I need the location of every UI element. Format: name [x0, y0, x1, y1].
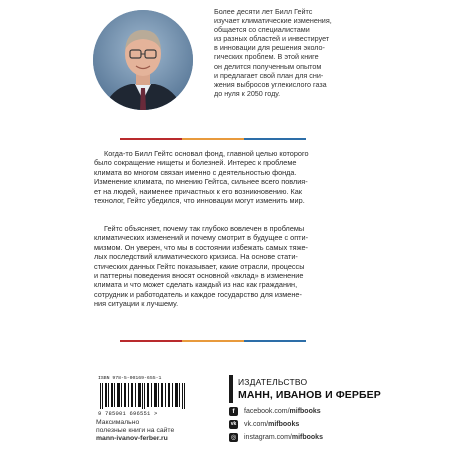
- author-photo: [93, 10, 193, 110]
- publisher-logo-bracket-icon: [229, 375, 233, 403]
- slogan-line-2: полезные книги на сайте: [96, 427, 175, 434]
- portrait-illustration: [93, 10, 193, 110]
- social-link-facebook[interactable]: [229, 407, 429, 419]
- stripe-orange: [182, 340, 244, 342]
- social-handle: mifbooks: [291, 434, 323, 441]
- bio-line: Более десяти лет Билл Гейтс: [214, 7, 313, 16]
- para-line: Когда-то Билл Гейтс основал фонд, главной целью которого: [104, 149, 309, 158]
- bio-line: в инновации для решения эколо-: [214, 43, 325, 53]
- description-paragraph-1: [94, 149, 366, 205]
- social-handle: mifbooks: [268, 421, 300, 428]
- para-line: было сокращение нищеты и болезней. Интерес к проблеме: [94, 158, 297, 168]
- isbn-label: ISBN 978-5-00169-655-1: [98, 376, 162, 381]
- social-handle: mifbooks: [289, 408, 321, 415]
- barcode-icon: [98, 383, 190, 409]
- stripe-blue: [244, 138, 306, 140]
- bio-line: до нуля к 2050 году.: [214, 88, 281, 98]
- publisher-label: ИЗДАТЕЛЬСТВО: [238, 377, 308, 387]
- stripe-blue: [244, 340, 306, 342]
- stripe-orange: [182, 138, 244, 140]
- para-line: стических данных Гейтс показывает, какие отрасли, процессы: [94, 261, 305, 271]
- bio-line: из разных областей и инвестирует: [214, 34, 330, 44]
- social-link-vk[interactable]: [229, 420, 429, 432]
- para-line: климата и что может сделать каждый из нас как гражданин,: [94, 280, 298, 290]
- color-stripe-divider: [120, 138, 306, 140]
- bio-line: изучает климатические изменения,: [214, 16, 332, 26]
- stripe-red: [120, 138, 182, 140]
- bio-line: общается со специалистами: [214, 25, 310, 35]
- para-line: сотрудник и работодатель и каждое государство для измене-: [94, 289, 302, 299]
- social-prefix: facebook.com/: [244, 408, 290, 415]
- publisher-name: МАНН, ИВАНОВ И ФЕРБЕР: [238, 389, 381, 401]
- para-line: технолог, Гейтс убедился, что инновации могут изменить мир.: [94, 196, 305, 206]
- para-line: и паттерны поведения вносят основной «вклад» в изменение: [94, 271, 304, 281]
- para-line: ет на людей, наименее причастных к его возникновению. Как: [94, 186, 302, 196]
- bio-line: жения выбросов углекислого газа: [214, 79, 327, 89]
- social-link-instagram[interactable]: [229, 433, 429, 445]
- barcode-number: 9 785001 696551 >: [98, 410, 158, 417]
- facebook-icon: f: [229, 407, 238, 416]
- para-line: мизмом. Он уверен, что мы в состоянии избежать самых тяже-: [94, 242, 308, 252]
- stripe-red: [120, 340, 182, 342]
- bio-line: гических проблем. В этой книге: [214, 52, 319, 62]
- website-slogan: [96, 419, 174, 443]
- publisher-website-link[interactable]: mann-ivanov-ferber.ru: [96, 435, 168, 442]
- bio-line: и предлагает свой план для сни-: [214, 70, 324, 80]
- slogan-line-1: Максимально: [96, 419, 140, 426]
- instagram-icon: ◎: [230, 434, 237, 441]
- para-line: климата во многом связан именно с деятельностью фонда.: [94, 167, 297, 177]
- para-line: ния ситуации к лучшему.: [94, 299, 179, 309]
- color-stripe-divider-bottom: [120, 340, 306, 342]
- description-paragraph-2: [94, 224, 366, 309]
- bio-line: он делится полученным опытом: [214, 61, 322, 71]
- social-prefix: instagram.com/: [244, 434, 292, 441]
- author-bio: [214, 7, 382, 98]
- para-line: климатических изменений и почему смотрит в будущее с опти-: [94, 233, 309, 243]
- para-line: лых последствий климатического кризиса. На основе стати-: [94, 252, 298, 262]
- vk-icon: vk: [230, 421, 237, 427]
- para-line: Изменение климата, по мнению Гейтса, сильнее всего повлия-: [94, 177, 308, 187]
- social-prefix: vk.com/: [244, 421, 269, 428]
- para-line: Гейтс объясняет, почему так глубоко вовлечен в проблемы: [104, 224, 305, 233]
